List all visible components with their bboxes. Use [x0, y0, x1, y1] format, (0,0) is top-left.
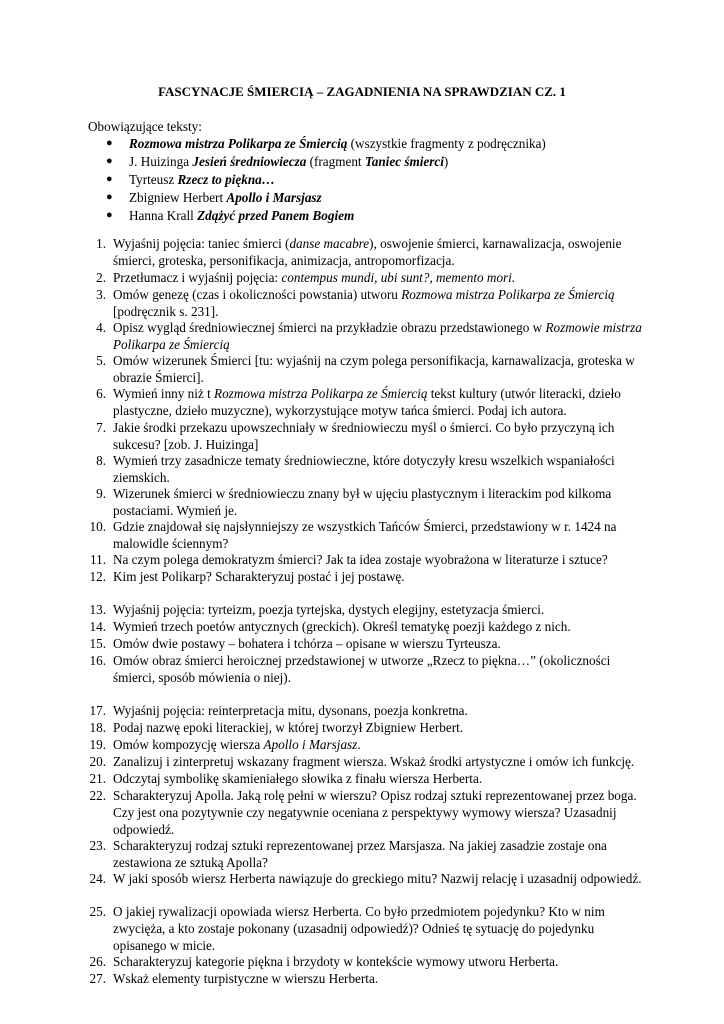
- question-text: Wizerunek śmierci w średniowieczu znany był w ujęciu plastycznym i literackim pod kilkoma postaciami. Wymień je.: [113, 486, 612, 518]
- question-12: [84, 569, 644, 586]
- question-text: Scharakteryzuj kategorie piękna i brzydoty w kontekście wymowy utworu Herberta.: [113, 954, 559, 969]
- question-13: [84, 602, 644, 619]
- question-6: [84, 386, 644, 420]
- question-3: [84, 287, 644, 321]
- question-21: [84, 771, 644, 788]
- question-text: Omów kompozycję wiersza Apollo i Marsjasz.: [113, 737, 361, 752]
- question-text: Przetłumacz i wyjaśnij pojęcia: contempus mundi, ubi sunt?, memento mori.: [113, 270, 516, 285]
- question-number: 20.: [89, 754, 106, 769]
- question-text: Omów dwie postawy – bohatera i tchórza – opisane w wierszu Tyrteusza.: [113, 636, 501, 651]
- bullet-icon: ●: [106, 191, 113, 203]
- question-number: 1.: [96, 236, 106, 251]
- list-item: [104, 153, 546, 171]
- question-text: Omów genezę (czas i okoliczności powstania) utworu Rozmowa mistrza Polikarpa ze Śmiercią [podręcznik s. 231].: [113, 287, 615, 319]
- question-text: Zanalizuj i zinterpretuj wskazany fragment wiersza. Wskaż środki artystyczne i omów ich funkcję.: [113, 754, 635, 769]
- work-subtitle: Taniec śmierci: [364, 154, 444, 169]
- work-title: Rzecz to piękna…: [177, 172, 275, 187]
- question-text: O jakiej rywalizacji opowiada wiersz Herberta. Co było przedmiotem pojedynku? Kto w nim zwycięża, a kto zostaje pokonany (uzasadnij odpowiedź)? Odnieś tę sytuację do pojedynku opisanego w micie.: [113, 904, 605, 953]
- question-number: 4.: [96, 320, 106, 335]
- question-text: Gdzie znajdował się najsłynniejszy ze wszystkich Tańców Śmierci, przedstawiony w r. 1424 na malowidle ściennym?: [113, 519, 617, 551]
- question-1: [84, 236, 644, 270]
- question-number: 10.: [89, 519, 106, 534]
- work-title: Jesień średniowiecza: [192, 154, 307, 169]
- question-text: Na czym polega demokratyzm śmierci? Jak ta idea zostaje wyobrażona w literaturze i sztuce?: [113, 552, 608, 567]
- work-author: Hanna Krall: [129, 208, 198, 223]
- question-number: 15.: [89, 636, 106, 651]
- question-number: 11.: [90, 552, 106, 567]
- question-text: Jakie środki przekazu upowszechniały w średniowieczu myśl o śmierci. Co było przyczyną ich sukcesu? [zob. J. Huizinga]: [113, 420, 615, 452]
- question-9: [84, 486, 644, 520]
- list-item: [104, 135, 546, 153]
- work-title: Zdążyć przed Panem Bogiem: [197, 208, 355, 223]
- question-number: 27.: [89, 971, 106, 986]
- question-14: [84, 619, 644, 636]
- question-number: 7.: [96, 420, 106, 435]
- required-texts-heading: Obowiązujące teksty:: [88, 119, 202, 134]
- required-texts-list: [104, 135, 546, 225]
- question-number: 5.: [96, 353, 106, 368]
- question-text: Wyjaśnij pojęcia: taniec śmierci (danse macabre), oswojenie śmierci, karnawalizacja, oswojenie śmierci, groteska, personifikacja, animizacja, antropomorfizacja.: [113, 236, 622, 268]
- question-16: [84, 653, 644, 687]
- page-title: FASCYNACJE ŚMIERCIĄ – ZAGADNIENIA NA SPRAWDZIAN CZ. 1: [158, 84, 566, 99]
- work-note: ): [443, 154, 449, 169]
- question-text: Podaj nazwę epoki literackiej, w której tworzył Zbigniew Herbert.: [113, 720, 464, 735]
- question-number: 9.: [96, 486, 106, 501]
- question-26: [84, 954, 644, 971]
- question-number: 18.: [89, 720, 106, 735]
- question-5: [84, 353, 644, 387]
- question-20: [84, 754, 644, 771]
- question-4: [84, 320, 644, 354]
- bullet-icon: ●: [106, 137, 113, 149]
- question-text: Opisz wygląd średniowiecznej śmierci na przykładzie obrazu przedstawionego w Rozmowie mistrza Polikarpa ze Śmiercią: [113, 320, 642, 352]
- question-24: [84, 871, 644, 888]
- list-item: [104, 171, 546, 189]
- question-17: [84, 703, 644, 720]
- question-10: [84, 519, 644, 553]
- question-text: Wymień trzy zasadnicze tematy średniowieczne, które dotyczyły kresu wszelkich wspaniałości ziemskich.: [113, 453, 615, 485]
- question-25: [84, 904, 644, 954]
- question-text: Wskaż elementy turpistyczne w wierszu Herberta.: [113, 971, 379, 986]
- bullet-icon: ●: [106, 155, 113, 167]
- work-title: Apollo i Marsjasz: [226, 190, 322, 205]
- question-number: 24.: [89, 871, 106, 886]
- question-number: 22.: [89, 788, 106, 803]
- work-note: (fragment: [306, 154, 365, 169]
- question-number: 17.: [89, 703, 106, 718]
- question-number: 6.: [96, 386, 106, 401]
- work-author: Tyrteusz: [129, 172, 178, 187]
- bullet-icon: ●: [106, 173, 113, 185]
- question-number: 21.: [89, 771, 106, 786]
- question-number: 16.: [89, 653, 106, 668]
- question-number: 3.: [96, 287, 106, 302]
- question-8: [84, 453, 644, 487]
- question-15: [84, 636, 644, 653]
- question-11: [84, 552, 644, 569]
- question-number: 2.: [96, 270, 106, 285]
- work-note: (wszystkie fragmenty z podręcznika): [347, 136, 546, 151]
- question-text: W jaki sposób wiersz Herberta nawiązuje do greckiego mitu? Nazwij relację i uzasadnij odpowiedź.: [113, 871, 642, 886]
- question-23: [84, 838, 644, 872]
- question-text: Scharakteryzuj Apolla. Jaką rolę pełni w wierszu? Opisz rodzaj sztuki reprezentowanej przez boga. Czy jest ona pozytywnie czy negatywnie oceniana z perspektywy wymowy wiersza? Uzasadnij odpowiedź.: [113, 788, 637, 837]
- question-text: Wymień inny niż t Rozmowa mistrza Polikarpa ze Śmiercią tekst kultury (utwór literacki, dzieło plastyczne, dzieło muzyczne), wykorzystujące motyw tańca śmierci. Podaj ich autora.: [113, 386, 621, 418]
- question-number: 8.: [96, 453, 106, 468]
- question-number: 14.: [89, 619, 106, 634]
- question-text: Odczytaj symbolikę skamieniałego słowika z finału wiersza Herberta.: [113, 771, 483, 786]
- work-title: Rozmowa mistrza Polikarpa ze Śmiercią: [129, 136, 348, 151]
- question-text: Kim jest Polikarp? Scharakteryzuj postać i jej postawę.: [113, 569, 405, 584]
- question-number: 26.: [89, 954, 106, 969]
- question-22: [84, 788, 644, 838]
- question-text: Wyjaśnij pojęcia: reinterpretacja mitu, dysonans, poezja konkretna.: [113, 703, 468, 718]
- question-number: 23.: [89, 838, 106, 853]
- question-number: 19.: [89, 737, 106, 752]
- question-19: [84, 737, 644, 754]
- question-number: 13.: [89, 602, 106, 617]
- list-item: [104, 207, 546, 225]
- question-text: Omów obraz śmierci heroicznej przedstawionej w utworze „Rzecz to piękna…” (okoliczności śmierci, sposób mówienia o niej).: [113, 653, 611, 685]
- question-number: 12.: [89, 569, 106, 584]
- question-text: Omów wizerunek Śmierci [tu: wyjaśnij na czym polega personifikacja, karnawalizacja, groteska w obrazie Śmierci].: [113, 353, 635, 385]
- question-27: [84, 971, 644, 988]
- question-number: 25.: [89, 904, 106, 919]
- list-item: [104, 189, 546, 207]
- question-2: [84, 270, 644, 287]
- bullet-icon: ●: [106, 209, 113, 221]
- question-7: [84, 420, 644, 454]
- question-18: [84, 720, 644, 737]
- work-author: Zbigniew Herbert: [129, 190, 227, 205]
- work-author: J. Huizinga: [129, 154, 193, 169]
- question-text: Wyjaśnij pojęcia: tyrteizm, poezja tyrtejska, dystych elegijny, estetyzacja śmierci.: [113, 602, 545, 617]
- question-text: Scharakteryzuj rodzaj sztuki reprezentowanej przez Marsjasza. Na jakiej zasadzie zostaje ona zestawiona ze sztuką Apolla?: [113, 838, 607, 870]
- question-text: Wymień trzech poetów antycznych (greckich). Określ tematykę poezji każdego z nich.: [113, 619, 571, 634]
